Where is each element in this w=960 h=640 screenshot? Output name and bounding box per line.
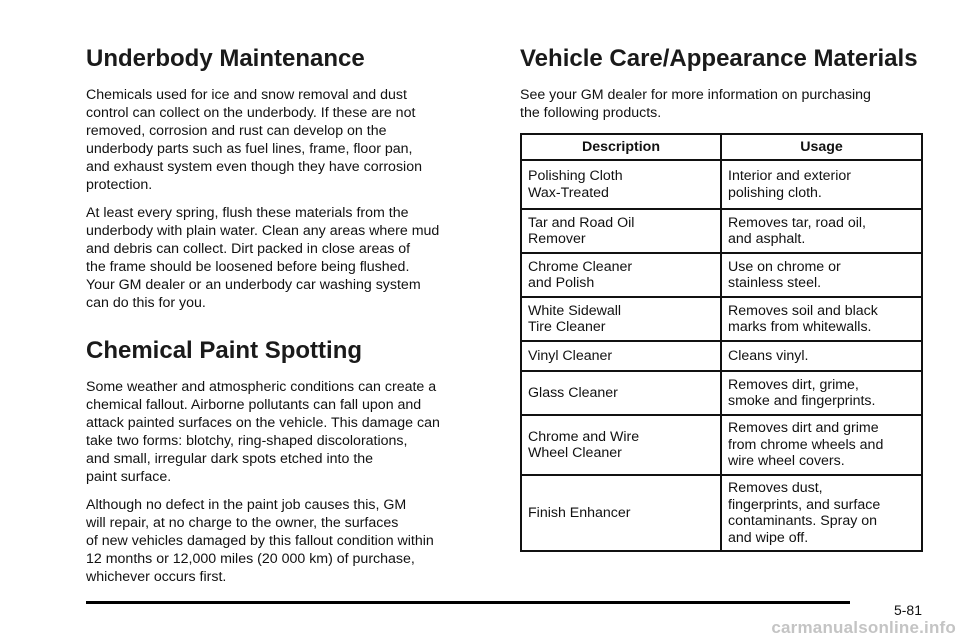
paint-spotting-paragraph-2: Although no defect in the paint job causes this, GM will repair, at no charge to the owner, the surfaces of new vehicles damaged by this fallout condition within 12 months or 12,000 miles (20 000 km) of purchase, whichever occurs first. [86, 497, 434, 585]
description-cell: White Sidewall Tire Cleaner [521, 297, 721, 341]
watermark: carmanualsonline.info [771, 618, 956, 637]
table-row [521, 297, 922, 341]
table-header-row [521, 134, 922, 160]
table-row [521, 415, 922, 475]
description-cell: Polishing Cloth Wax-Treated [521, 160, 721, 209]
description-cell: Tar and Road Oil Remover [521, 209, 721, 253]
chemical-paint-spotting-heading: Chemical Paint Spotting [86, 337, 363, 364]
usage-column-header: Usage [721, 134, 922, 160]
description-cell: Glass Cleaner [521, 371, 721, 415]
underbody-maintenance-heading: Underbody Maintenance [86, 45, 365, 72]
right-column [520, 42, 924, 132]
vehicle-care-intro: See your GM dealer for more information on purchasing the following products. [520, 87, 871, 121]
footer-rule [86, 601, 850, 604]
description-cell: Vinyl Cleaner [521, 341, 721, 371]
usage-cell: Removes dirt and grime from chrome wheels and wire wheel covers. [721, 415, 922, 475]
paint-spotting-paragraph-1: Some weather and atmospheric conditions can create a chemical fallout. Airborne pollutants can fall upon and attack painted surfaces on the vehicle. This damage can take two forms: blotchy, ring-shaped discolorations, and small, irregular dark spots etched into the paint surface. [86, 379, 440, 485]
table-row [521, 160, 922, 209]
description-cell: Chrome and Wire Wheel Cleaner [521, 415, 721, 475]
usage-cell: Interior and exterior polishing cloth. [721, 160, 922, 209]
description-cell: Chrome Cleaner and Polish [521, 253, 721, 297]
care-materials-table [520, 133, 923, 552]
table-row [521, 253, 922, 297]
table-row [521, 371, 922, 415]
usage-cell: Cleans vinyl. [721, 341, 922, 371]
description-column-header: Description [521, 134, 721, 160]
page-number: 5-81 [893, 602, 922, 618]
table-row [521, 341, 922, 371]
underbody-paragraph-1: Chemicals used for ice and snow removal and dust control can collect on the underbody. If these are not removed, corrosion and rust can develop on the underbody parts such as fuel lines, frame, floor pan, and exhaust system even though they have corrosion protection. [86, 87, 422, 193]
description-cell: Finish Enhancer [521, 475, 721, 551]
table-row [521, 209, 922, 253]
table-row [521, 475, 922, 551]
usage-cell: Removes soil and black marks from whitewalls. [721, 297, 922, 341]
usage-cell: Removes dirt, grime, smoke and fingerprints. [721, 371, 922, 415]
usage-cell: Removes tar, road oil, and asphalt. [721, 209, 922, 253]
left-column [86, 42, 494, 596]
underbody-paragraph-2: At least every spring, flush these materials from the underbody with plain water. Clean any areas where mud and debris can collect. Dirt packed in close areas of the frame should be loosened before being flushed. Your GM dealer or an underbody car washing system can do this for you. [86, 205, 440, 311]
vehicle-care-heading: Vehicle Care/Appearance Materials [520, 45, 918, 72]
usage-cell: Use on chrome or stainless steel. [721, 253, 922, 297]
usage-cell: Removes dust, fingerprints, and surface contaminants. Spray on and wipe off. [721, 475, 922, 551]
